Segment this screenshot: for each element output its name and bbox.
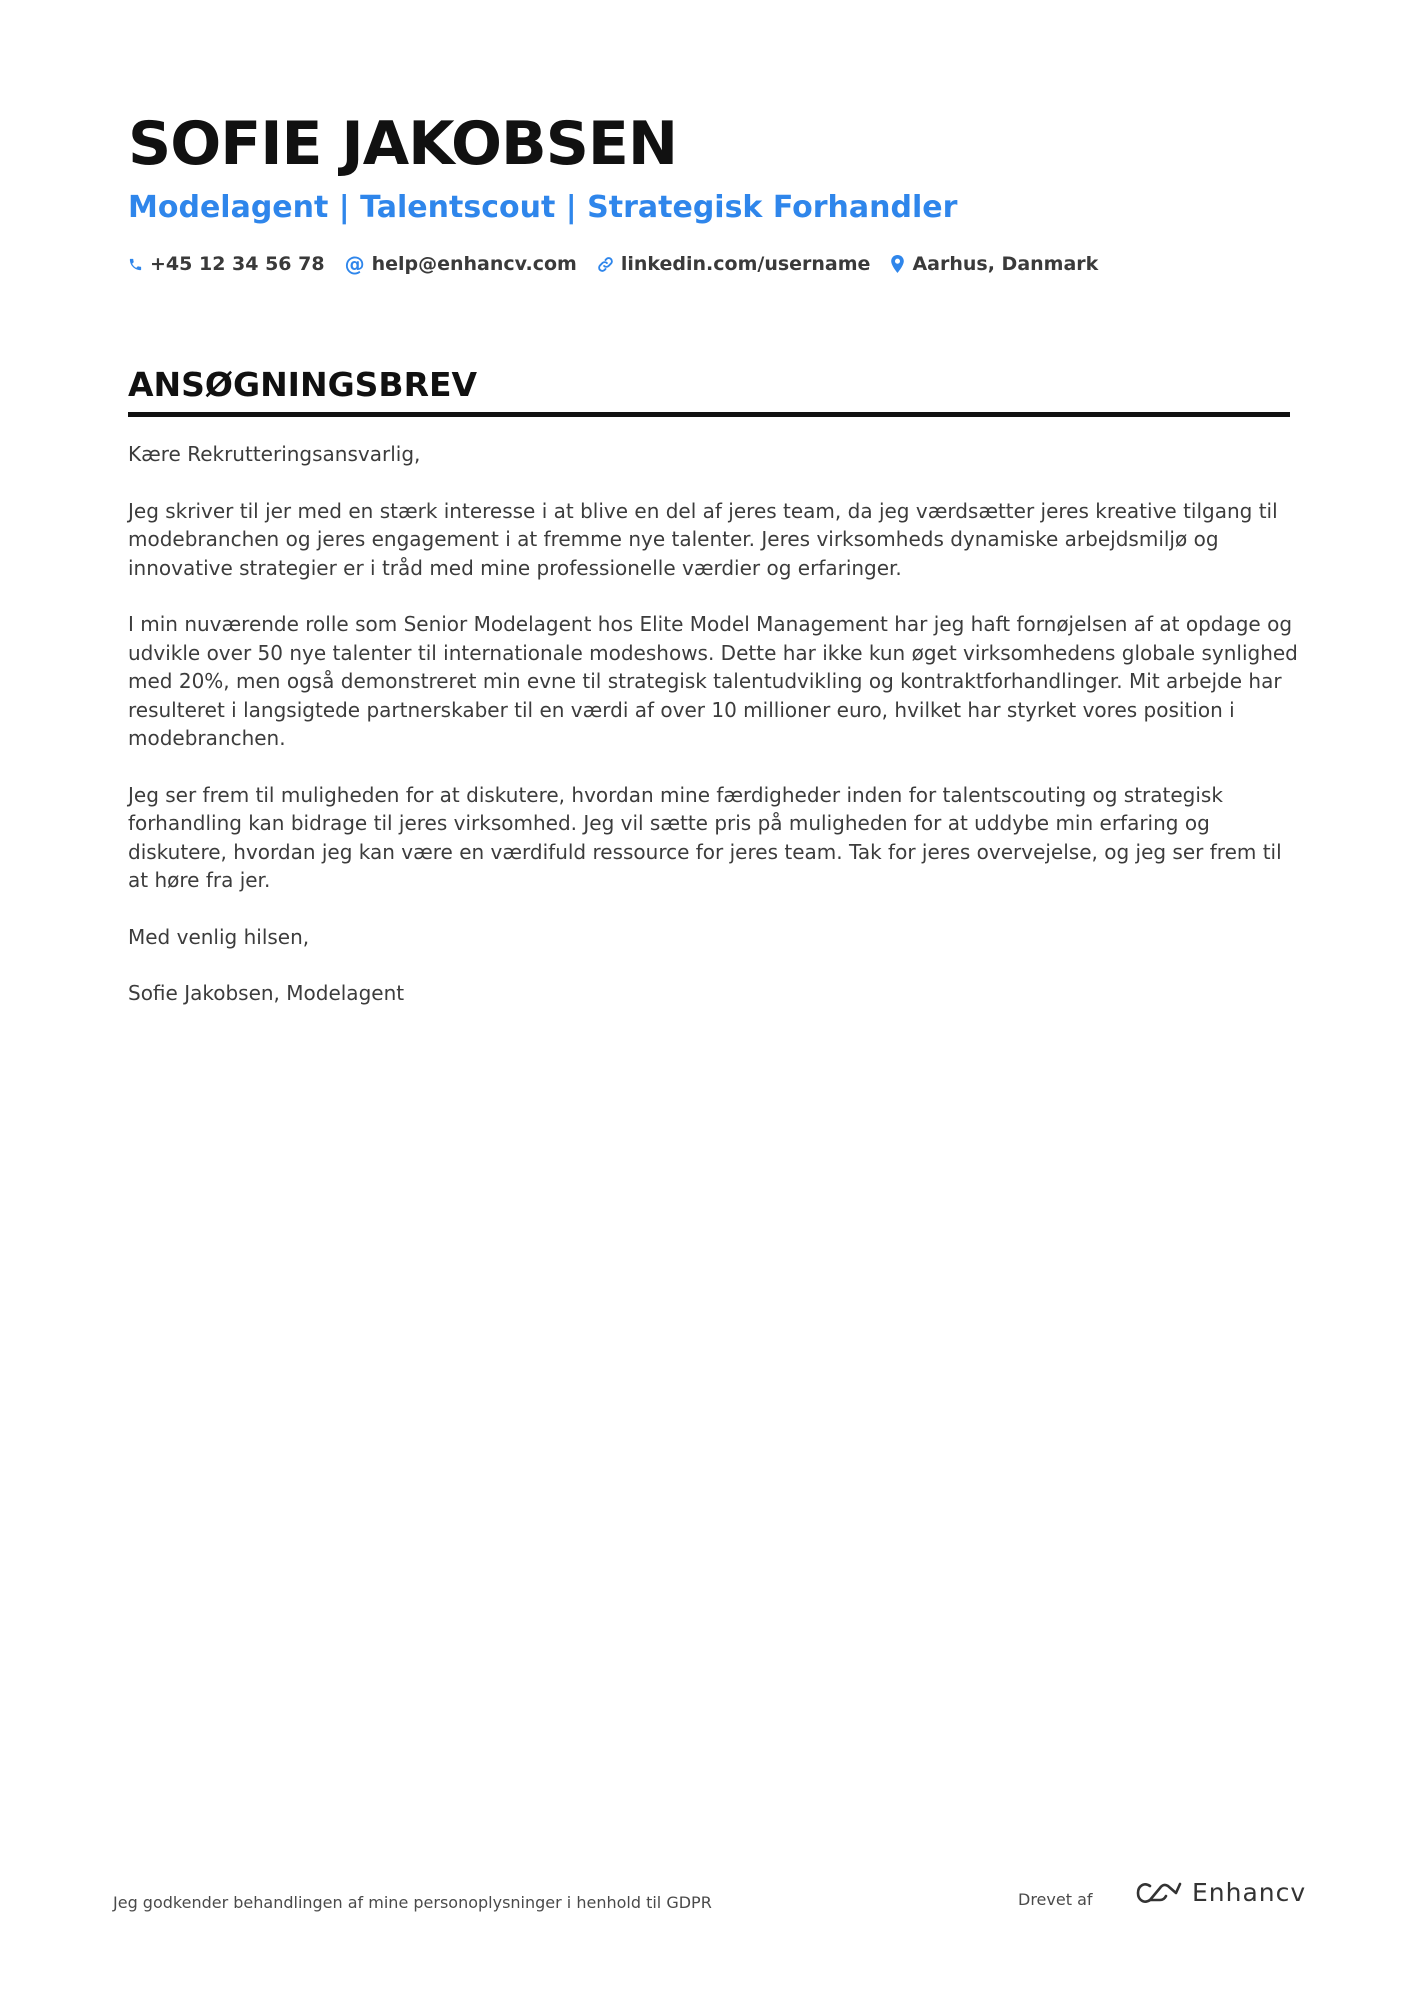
letter-closing: Med venlig hilsen,: [128, 924, 310, 949]
letter-paragraph: Jeg skriver til jer med en stærk interesse i at blive en del af jeres team, da jeg værdsætter jeres kreative tilgang til modebranchen og jeres engagement i at fremme nye talenter. Jeres virksomheds dynamiske arbejdsmiljø og innovative strategier er i tråd med mine professionelle værdier og erfaringer.: [128, 498, 1278, 580]
letter-body: [128, 440, 1298, 1036]
enhancv-logo-icon: [1136, 1880, 1182, 1906]
contact-linkedin[interactable]: [597, 253, 871, 275]
brand-logo[interactable]: [1136, 1878, 1306, 1907]
section-title: ANSØGNINGSBREV: [128, 365, 478, 404]
contact-phone[interactable]: [128, 253, 325, 275]
email-text: help@enhancv.com: [371, 253, 577, 275]
contact-email[interactable]: [345, 252, 577, 276]
letter-paragraph: I min nuværende rolle som Senior Modelagent hos Elite Model Management har jeg haft fornøjelsen af at opdage og udvikle over 50 nye talenter til internationale modeshows. Dette har ikke kun øget virksomhedens globale synlighed med 20%, men også demonstreret min evne til strategisk talentudvikling og kontraktforhandlinger. Mit arbejde har resulteret i langsigtede partnerskaber til en værdi af over 10 millioner euro, hvilket har styrket vores position i modebranchen.: [128, 612, 1298, 750]
location-pin-icon: [890, 255, 905, 273]
powered-by-label: Drevet af: [1018, 1890, 1093, 1909]
applicant-name: SOFIE JAKOBSEN: [128, 109, 678, 179]
brand-name: Enhancv: [1192, 1878, 1307, 1907]
contact-bar: [128, 252, 1288, 276]
link-icon: [597, 256, 614, 273]
letter-paragraph: Jeg ser frem til muligheden for at diskutere, hvordan mine færdigheder inden for talentscouting og strategisk forhandling kan bidrage til jeres virksomhed. Jeg vil sætte pris på muligheden for at uddybe min erfaring og diskutere, hvordan jeg kan være en værdifuld ressource for jeres team. Tak for jeres overvejelse, og jeg ser frem til at høre fra jer.: [128, 782, 1282, 892]
header: [128, 108, 1288, 276]
cover-letter-section: [128, 362, 1290, 417]
at-icon: @: [344, 252, 365, 276]
phone-icon: [128, 257, 143, 272]
linkedin-text: linkedin.com/username: [620, 253, 871, 275]
section-divider: [128, 412, 1290, 417]
phone-text: +45 12 34 56 78: [150, 253, 325, 275]
applicant-title: Modelagent | Talentscout | Strategisk Forhandler: [128, 190, 958, 225]
letter-greeting: Kære Rekrutteringsansvarlig,: [128, 442, 421, 466]
letter-signature: Sofie Jakobsen, Modelagent: [128, 981, 405, 1005]
location-text: Aarhus, Danmark: [912, 253, 1099, 275]
contact-location: [890, 253, 1098, 275]
gdpr-consent: Jeg godkender behandlingen af mine personoplysninger i henhold til GDPR: [113, 1893, 712, 1912]
